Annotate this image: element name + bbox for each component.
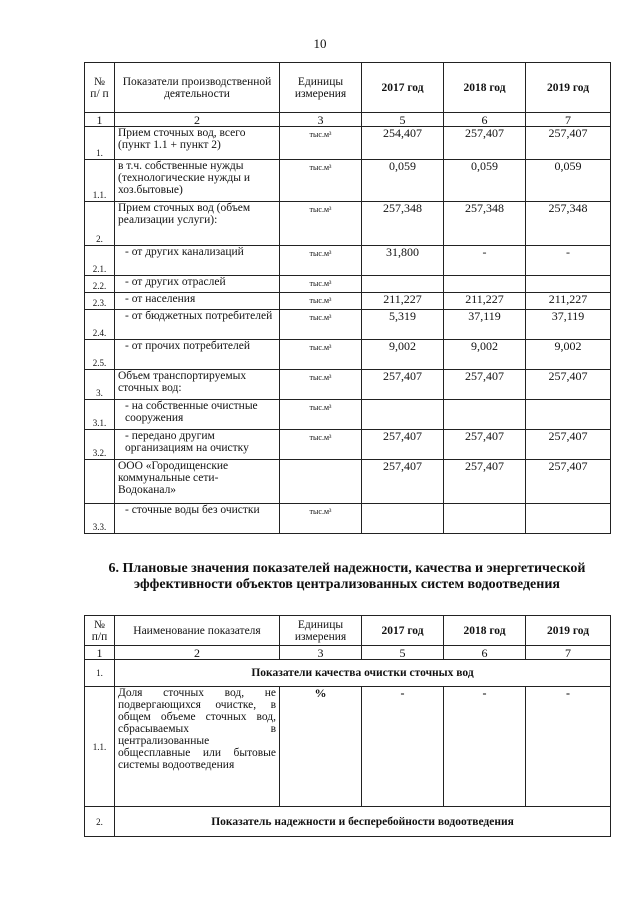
col-header-unit: Единицы измерения bbox=[280, 63, 362, 113]
value-2017: 257,407 bbox=[362, 460, 444, 504]
indicator-name: Объем транспортируемых сточных вод: bbox=[115, 370, 280, 400]
index-cell: 1 bbox=[85, 646, 115, 660]
value-2017: 257,348 bbox=[362, 202, 444, 246]
col-header-2019: 2019 год bbox=[526, 616, 611, 646]
value-2018: - bbox=[444, 246, 526, 276]
section-title-reliability: Показатель надежности и бесперебойности водоотведения bbox=[115, 807, 611, 837]
indicator-name: Прием сточных вод, всего (пункт 1.1 + пункт 2) bbox=[115, 127, 280, 160]
unit-cell: тыс.м³ bbox=[280, 246, 362, 276]
indicator-name: Прием сточных вод (объем реализации услуги): bbox=[115, 202, 280, 246]
col-header-num: № п/п bbox=[85, 616, 115, 646]
value-2019: - bbox=[526, 687, 611, 807]
reliability-indicators-table bbox=[84, 615, 611, 837]
index-cell: 3 bbox=[280, 646, 362, 660]
section-num: 2. bbox=[85, 807, 115, 837]
indicator-name: ООО «Городищенские коммунальные сети-Водоканал» bbox=[115, 460, 280, 504]
index-cell: 6 bbox=[444, 646, 526, 660]
col-header-num: № п/ п bbox=[85, 63, 115, 113]
indicator-name: - от других канализаций bbox=[115, 246, 280, 276]
index-cell: 5 bbox=[362, 113, 444, 127]
unit-cell: тыс.м³ bbox=[280, 202, 362, 246]
value-2017 bbox=[362, 400, 444, 430]
value-2017: 257,407 bbox=[362, 430, 444, 460]
index-cell: 2 bbox=[115, 646, 280, 660]
indicator-name: - от других отраслей bbox=[115, 276, 280, 293]
row-num: 2.2. bbox=[85, 276, 115, 293]
value-2018: 257,407 bbox=[444, 370, 526, 400]
value-2018: 257,407 bbox=[444, 460, 526, 504]
unit-cell: тыс.м³ bbox=[280, 127, 362, 160]
unit-cell: тыс.м³ bbox=[280, 293, 362, 310]
index-cell: 2 bbox=[115, 113, 280, 127]
row-num: 2. bbox=[85, 202, 115, 246]
value-2017: 5,319 bbox=[362, 310, 444, 340]
value-2019: 257,407 bbox=[526, 460, 611, 504]
table-row bbox=[85, 246, 611, 276]
value-2017 bbox=[362, 504, 444, 534]
table-row bbox=[85, 460, 611, 504]
value-2019: 0,059 bbox=[526, 160, 611, 202]
value-2019 bbox=[526, 276, 611, 293]
section-num: 1. bbox=[85, 660, 115, 687]
value-2017: 211,227 bbox=[362, 293, 444, 310]
value-2019 bbox=[526, 400, 611, 430]
value-2018: 0,059 bbox=[444, 160, 526, 202]
indicator-name: - сточные воды без очистки bbox=[115, 504, 280, 534]
col-header-2018: 2018 год bbox=[444, 616, 526, 646]
indicator-name: - от прочих потребителей bbox=[115, 340, 280, 370]
table-row bbox=[85, 370, 611, 400]
indicator-name: - от населения bbox=[115, 293, 280, 310]
value-2018 bbox=[444, 400, 526, 430]
row-num bbox=[85, 460, 115, 504]
unit-cell: тыс.м³ bbox=[280, 504, 362, 534]
value-2017: 9,002 bbox=[362, 340, 444, 370]
index-cell: 5 bbox=[362, 646, 444, 660]
indicator-name: - от бюджетных потребителей bbox=[115, 310, 280, 340]
value-2018: 37,119 bbox=[444, 310, 526, 340]
unit-cell: тыс.м³ bbox=[280, 400, 362, 430]
indicator-name: - передано другим организациям на очистку bbox=[115, 430, 280, 460]
unit-cell: тыс.м³ bbox=[280, 310, 362, 340]
unit-cell: тыс.м³ bbox=[280, 430, 362, 460]
value-2019: 9,002 bbox=[526, 340, 611, 370]
value-2017: 257,407 bbox=[362, 370, 444, 400]
value-2018: 257,407 bbox=[444, 127, 526, 160]
unit-cell: % bbox=[280, 687, 362, 807]
index-cell: 7 bbox=[526, 113, 611, 127]
row-num: 1. bbox=[85, 127, 115, 160]
row-num: 1.1. bbox=[85, 687, 115, 807]
value-2019: 257,348 bbox=[526, 202, 611, 246]
row-num: 3.3. bbox=[85, 504, 115, 534]
value-2018: 257,407 bbox=[444, 430, 526, 460]
table-row bbox=[85, 160, 611, 202]
row-num: 3. bbox=[85, 370, 115, 400]
value-2018: 257,348 bbox=[444, 202, 526, 246]
section-6-title: 6. Плановые значения показателей надежности, качества и энергетической эффективности объектов централизованных систем водоотведения bbox=[108, 561, 586, 592]
value-2019: 257,407 bbox=[526, 127, 611, 160]
col-header-2017: 2017 год bbox=[362, 616, 444, 646]
row-num: 2.1. bbox=[85, 246, 115, 276]
col-header-2017: 2017 год bbox=[362, 63, 444, 113]
table-row bbox=[85, 202, 611, 246]
value-2019: 37,119 bbox=[526, 310, 611, 340]
col-header-2018: 2018 год bbox=[444, 63, 526, 113]
value-2018: - bbox=[444, 687, 526, 807]
value-2019: 257,407 bbox=[526, 370, 611, 400]
col-header-indicator-name: Наименование показателя bbox=[115, 616, 280, 646]
table-row bbox=[85, 293, 611, 310]
row-num: 3.1. bbox=[85, 400, 115, 430]
value-2018 bbox=[444, 276, 526, 293]
row-num: 3.2. bbox=[85, 430, 115, 460]
index-cell: 3 bbox=[280, 113, 362, 127]
value-2017 bbox=[362, 276, 444, 293]
unit-cell bbox=[280, 460, 362, 504]
value-2018: 211,227 bbox=[444, 293, 526, 310]
col-header-indicator: Показатели производственной деятельности bbox=[115, 63, 280, 113]
row-num: 2.5. bbox=[85, 340, 115, 370]
section-title-quality: Показатели качества очистки сточных вод bbox=[115, 660, 611, 687]
value-2018: 9,002 bbox=[444, 340, 526, 370]
index-cell: 1 bbox=[85, 113, 115, 127]
value-2019: 211,227 bbox=[526, 293, 611, 310]
index-cell: 6 bbox=[444, 113, 526, 127]
table-row bbox=[85, 340, 611, 370]
page-number: 10 bbox=[313, 36, 327, 51]
col-header-2019: 2019 год bbox=[526, 63, 611, 113]
table-row bbox=[85, 127, 611, 160]
row-num: 2.3. bbox=[85, 293, 115, 310]
row-num: 1.1. bbox=[85, 160, 115, 202]
col-header-unit: Единицы измерения bbox=[280, 616, 362, 646]
value-2019: - bbox=[526, 246, 611, 276]
value-2019 bbox=[526, 504, 611, 534]
value-2019: 257,407 bbox=[526, 430, 611, 460]
unit-cell: тыс.м³ bbox=[280, 340, 362, 370]
table-row bbox=[85, 276, 611, 293]
row-num: 2.4. bbox=[85, 310, 115, 340]
value-2018 bbox=[444, 504, 526, 534]
indicator-name: в т.ч. собственные нужды (технологические нужды и хоз.бытовые) bbox=[115, 160, 280, 202]
index-cell: 7 bbox=[526, 646, 611, 660]
value-2017: - bbox=[362, 687, 444, 807]
table-row bbox=[85, 430, 611, 460]
indicator-name: - на собственные очистные сооружения bbox=[115, 400, 280, 430]
table-row bbox=[85, 504, 611, 534]
unit-cell: тыс.м³ bbox=[280, 276, 362, 293]
value-2017: 0,059 bbox=[362, 160, 444, 202]
value-2017: 254,407 bbox=[362, 127, 444, 160]
production-indicators-table bbox=[84, 62, 611, 534]
unit-cell: тыс.м³ bbox=[280, 160, 362, 202]
value-2017: 31,800 bbox=[362, 246, 444, 276]
table-row bbox=[85, 400, 611, 430]
indicator-name: Доля сточных вод, не подвергающихся очистке, в общем объеме сточных вод, сбрасываемых в централизованные общесплавные или бытовые системы водоотведения bbox=[115, 687, 280, 807]
unit-cell: тыс.м³ bbox=[280, 370, 362, 400]
table-row bbox=[85, 310, 611, 340]
